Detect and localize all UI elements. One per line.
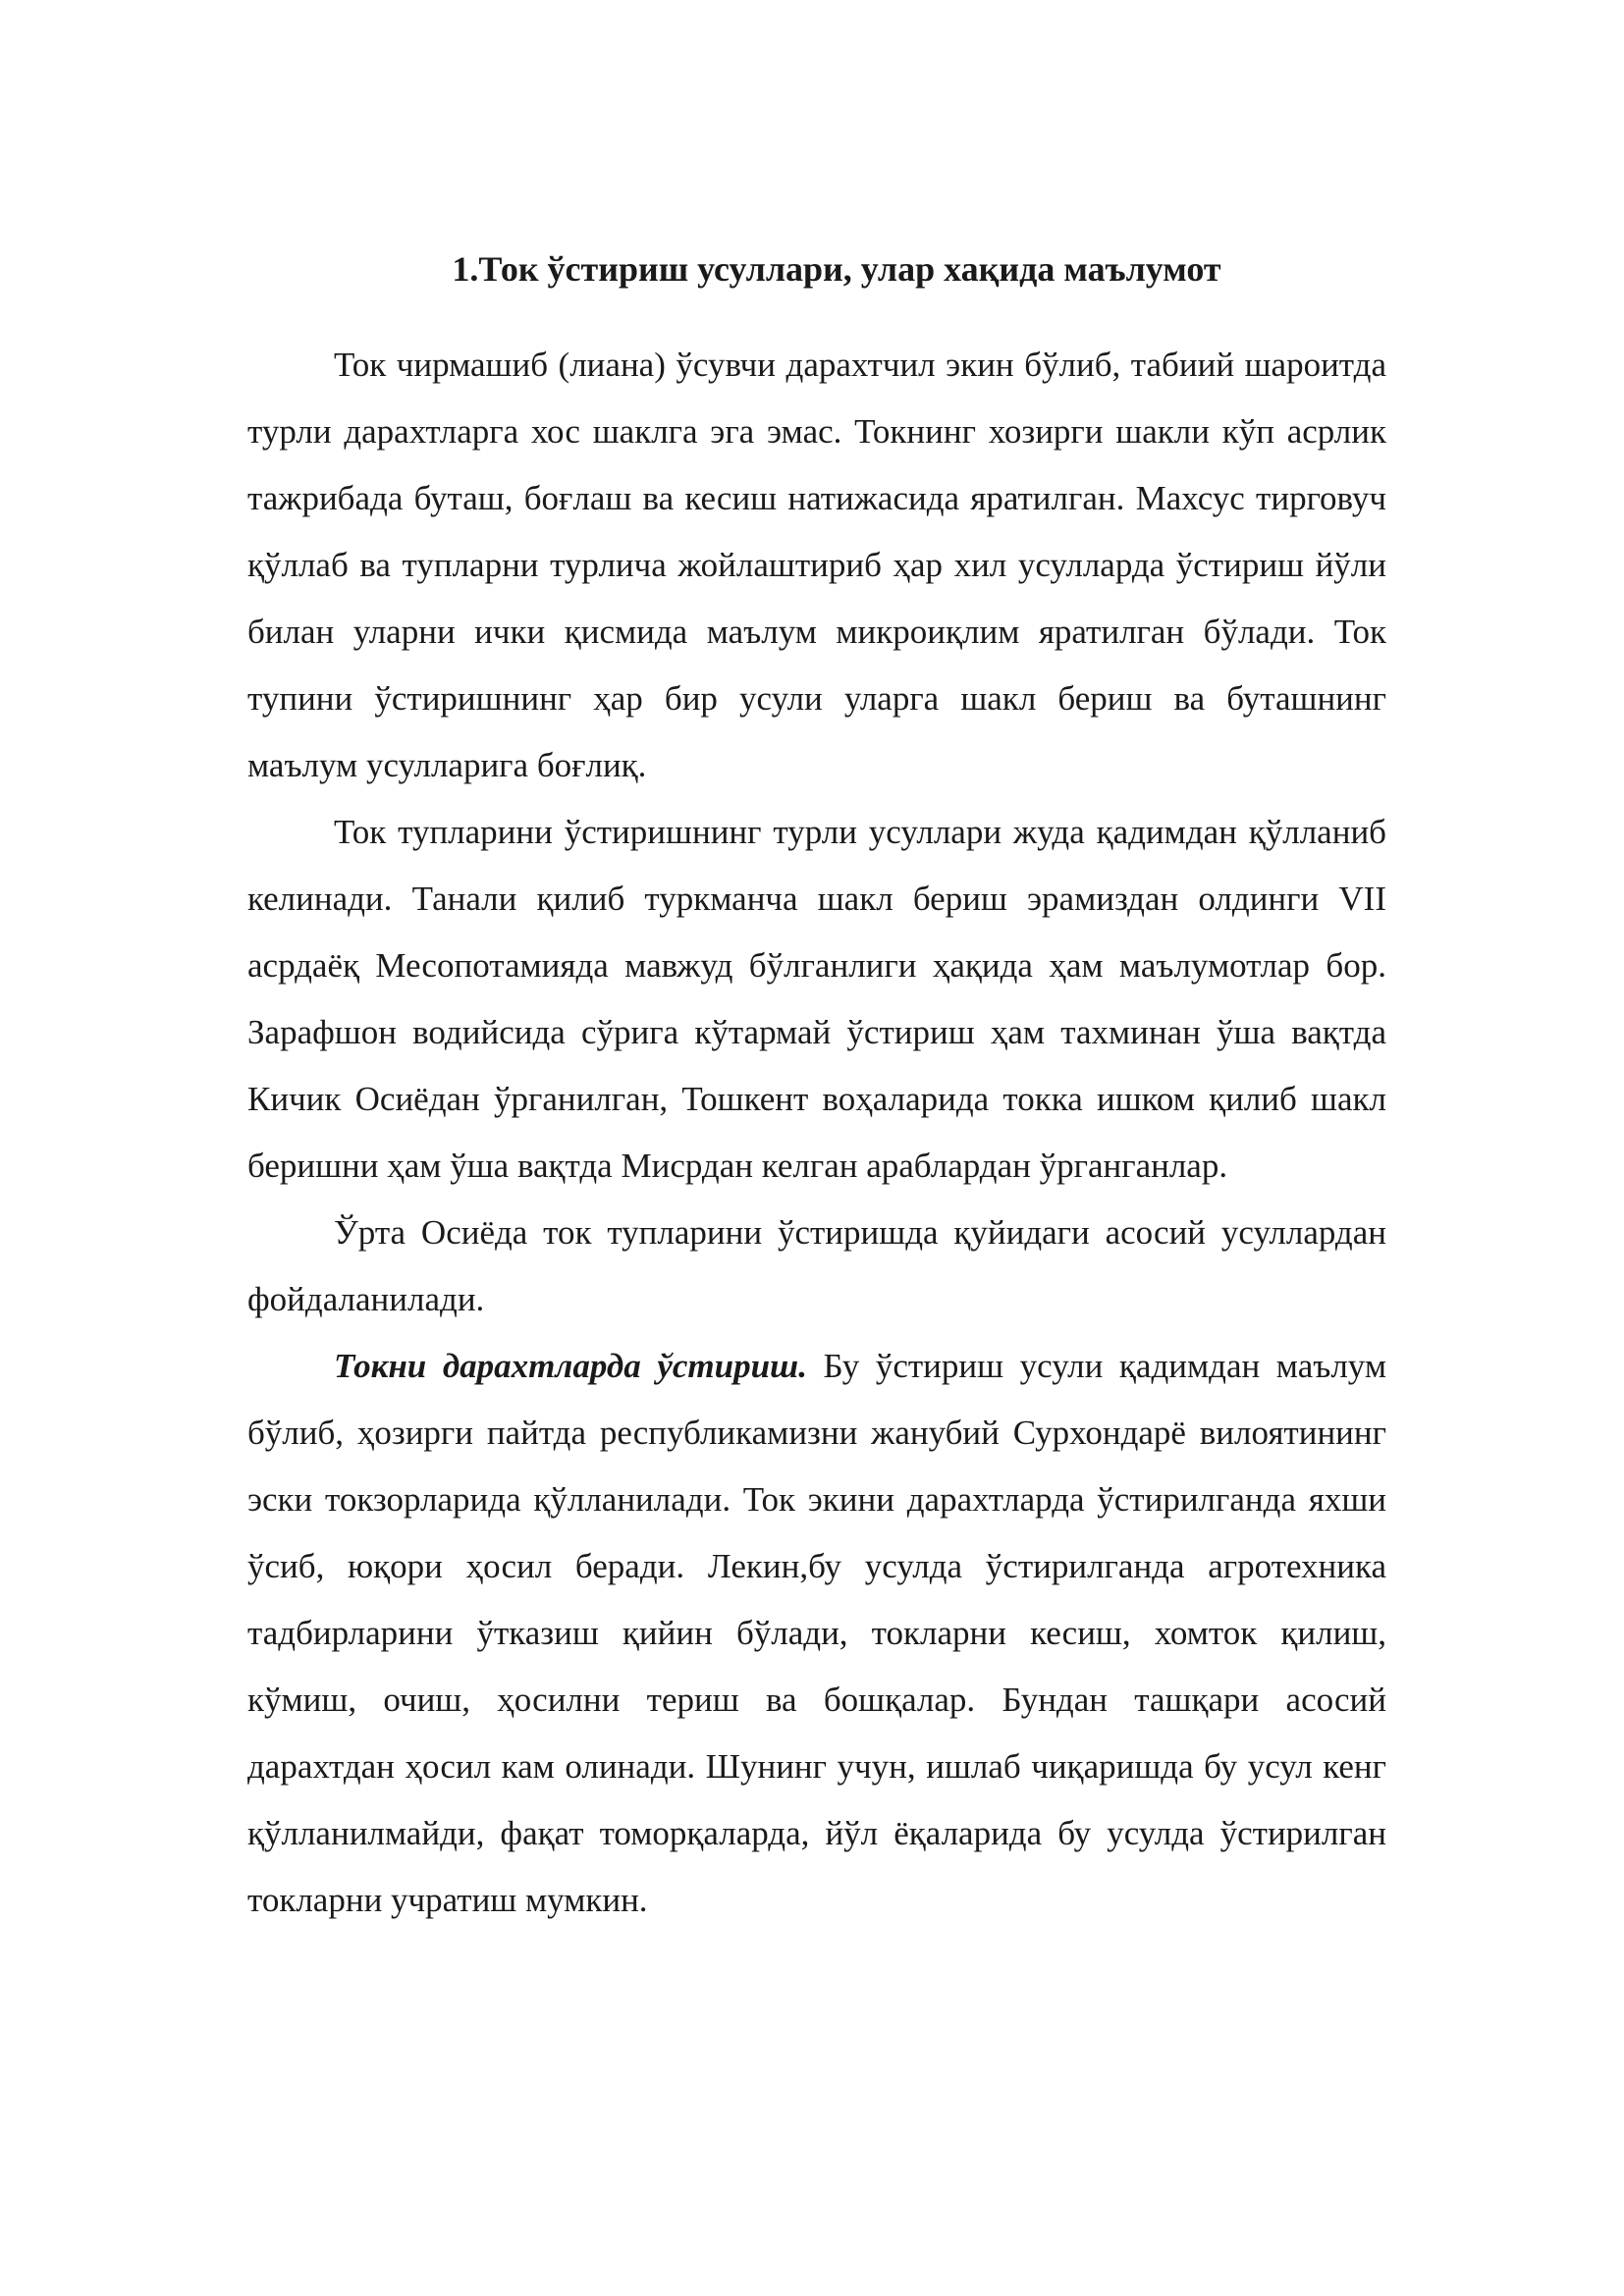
paragraph-4-lead: Токни дарахтларда ўстириш. [334,1347,807,1385]
paragraph-4 [247,1333,1386,1934]
paragraph-3 [247,1200,1386,1333]
paragraph-1 [247,332,1386,799]
paragraph-4-text: Бу ўстириш усули қадимдан маълум бўлиб, ҳозирги пайтда республикамизни жанубий Сурхондарё вилоятининг эски токзорларида қўлланилади. Ток экини дарахтларда ўстирилганда яхши ўсиб, юқори ҳосил беради. Лекин,бу усулда ўстирилганда агротехника тадбирларини ўтказиш қийин бўлади, токларни кесиш, хомток қилиш, кўмиш, очиш, ҳосилни териш ва бошқалар. Бундан ташқари асосий дарахтдан ҳосил кам олинади. Шунинг учун, ишлаб чиқаришда бу усул кенг қўлланилмайди, фақат томорқаларда, йўл ёқаларида бу усулда ўстирилган токларни учратиш мумкин. [247,1347,1386,1919]
paragraph-3-text: Ўрта Осиёда ток тупларини ўстиришда қуйидаги асосий усуллардан фойдаланилади. [247,1213,1386,1318]
document-title: 1.Ток ўстириш усуллари, улар хақида маълумот [452,249,1221,289]
paragraph-1-text: Ток чирмашиб (лиана) ўсувчи дарахтчил экин бўлиб, табиий шароитда турли дарахтларга хос шаклга эга эмас. Токнинг хозирги шакли кўп асрлик тажрибада буташ, боғлаш ва кесиш натижасида яратилган. Махсус тирговуч қўллаб ва тупларни турлича жойлаштириб ҳар хил усулларда ўстириш йўли билан уларни ички қисмида маълум микроиқлим яратилган бўлади. Ток тупини ўстиришнинг ҳар бир усули уларга шакл бериш ва буташнинг маълум усулларига боғлиқ. [247,346,1386,784]
document-body [247,245,1386,1934]
paragraph-2 [247,799,1386,1200]
paragraph-2-text: Ток тупларини ўстиришнинг турли усуллари жуда қадимдан қўлланиб келинади. Танали қилиб туркманча шакл бериш эрамиздан олдинги VII асрдаёқ Месопотамияда мавжуд бўлганлиги ҳақида ҳам маълумотлар бор. Зарафшон водийсида сўрига кўтармай ўстириш ҳам тахминан ўша вақтда Кичик Осиёдан ўрганилган, Тошкент воҳаларида токка ишком қилиб шакл беришни ҳам ўша вақтда Мисрдан келган араблардан ўрганганлар. [247,813,1386,1185]
